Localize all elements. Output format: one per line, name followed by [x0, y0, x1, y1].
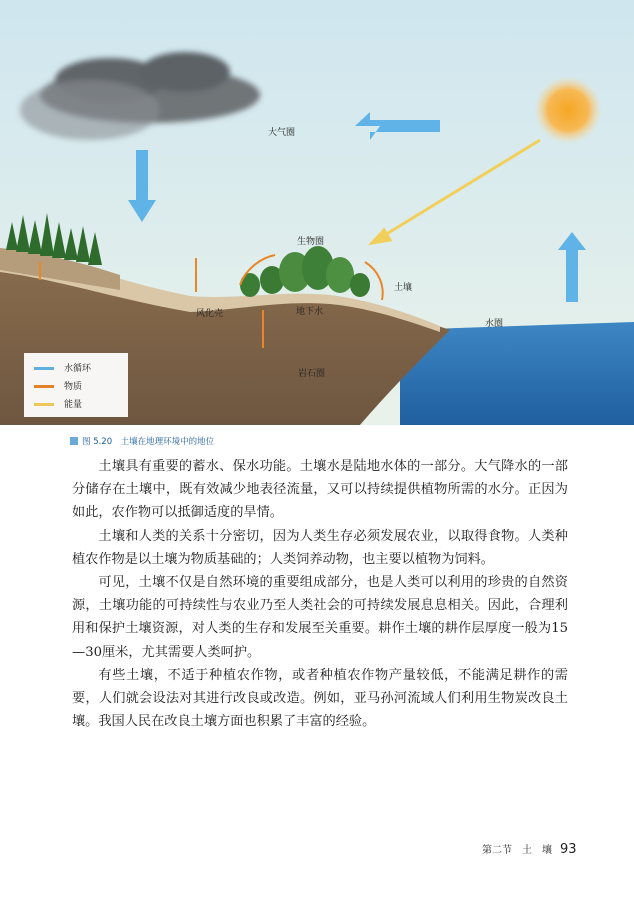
caption-text: 图 5.20 土壤在地理环境中的地位 — [82, 437, 215, 447]
legend-label: 能量 — [64, 400, 83, 410]
legend-item-energy — [34, 397, 124, 411]
caption-marker-icon — [70, 437, 78, 445]
label-atmosphere: 大气圈 — [268, 128, 296, 138]
label-soil: 土壤 — [394, 283, 413, 293]
paragraph: 可见，土壤不仅是自然环境的重要组成部分，也是人类可以利用的珍贵的自然资源，土壤功能的可持续性与农业乃至人类社会的可持续发展息息相关。因此，合理利用和保护土壤资源，对人类的生存和发展至关重要。耕作土壤的耕作层厚度一般为15—30厘米，尤其需要人类呵护。 — [72, 575, 568, 660]
legend-swatch-matter — [34, 385, 54, 388]
label-weathering-crust: 风化壳 — [196, 309, 224, 319]
legend-item-water-cycle — [34, 361, 124, 375]
section-title: 第二节 土 壤 — [482, 845, 552, 856]
body-text — [72, 455, 568, 733]
paragraph: 土壤和人类的关系十分密切，因为人类生存必须发展农业，以取得食物。人类种植农作物是以土壤为物质基础的；人类饲养动物，也主要以植物为饲料。 — [72, 528, 568, 567]
label-groundwater: 地下水 — [296, 307, 324, 317]
soil-environment-figure — [0, 0, 634, 425]
legend-swatch-energy — [34, 403, 54, 406]
label-hydrosphere: 水圈 — [485, 319, 504, 329]
figure-legend — [24, 353, 128, 417]
figure-caption — [70, 435, 214, 447]
label-biosphere: 生物圈 — [297, 237, 325, 247]
label-lithosphere: 岩石圈 — [298, 369, 326, 379]
page-number: 93 — [560, 842, 577, 857]
paragraph: 土壤具有重要的蓄水、保水功能。土壤水是陆地水体的一部分。大气降水的一部分储存在土壤中，既有效减少地表径流量，又可以持续提供植物所需的水分。正因为如此，农作物可以抵御适度的旱情。 — [72, 459, 568, 521]
legend-label: 物质 — [64, 382, 83, 392]
legend-swatch-water — [34, 367, 54, 370]
sun — [534, 76, 602, 144]
legend-item-matter — [34, 379, 124, 393]
legend-label: 水循环 — [64, 364, 92, 374]
paragraph: 有些土壤，不适于种植农作物，或者种植农作物产量较低，不能满足耕作的需要，人们就会设法对其进行改良或改造。例如，亚马孙河流域人们利用生物炭改良土壤。我国人民在改良土壤方面也积累了丰富的经验。 — [72, 667, 568, 730]
page-footer — [482, 841, 577, 857]
